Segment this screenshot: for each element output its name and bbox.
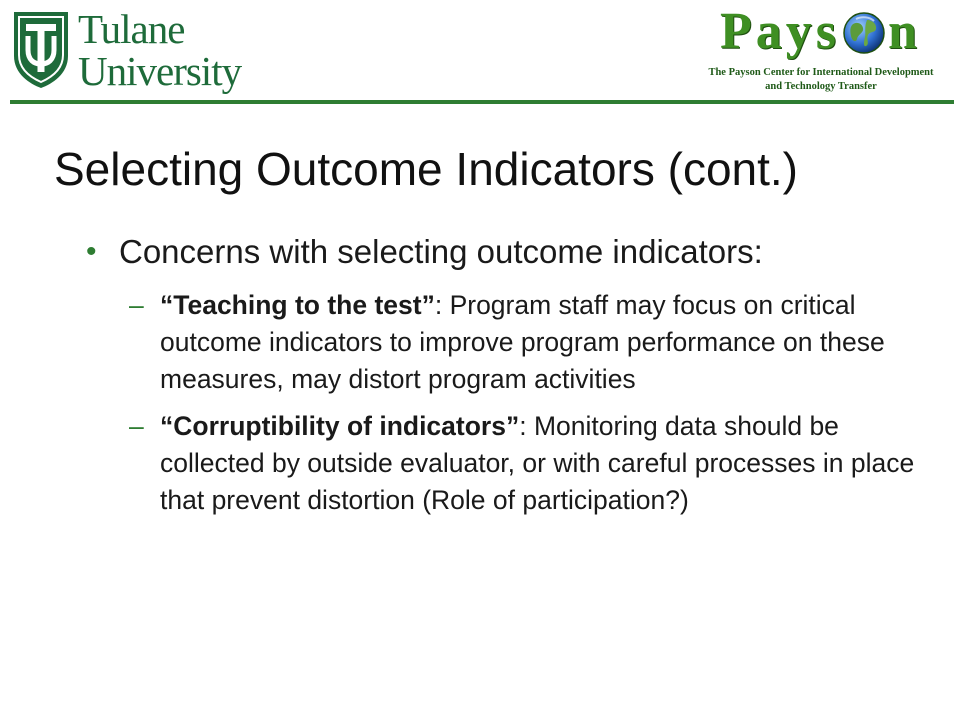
bullet-text: Concerns with selecting outcome indicators: — [119, 233, 763, 270]
globe-icon — [842, 11, 886, 55]
payson-subtitle-line2: and Technology Transfer — [765, 81, 877, 92]
tulane-wordmark-line2: University — [78, 48, 242, 94]
tulane-shield-icon — [12, 10, 70, 90]
payson-subtitle-line1: The Payson Center for International Development — [708, 67, 934, 78]
bullet-marker: • — [86, 235, 97, 268]
tulane-wordmark — [78, 8, 278, 92]
payson-wordmark — [720, 4, 921, 60]
payson-logo — [690, 4, 952, 96]
sub-bullet-term: “Corruptibility of indicators” — [160, 411, 520, 441]
slide-header — [0, 0, 960, 112]
tulane-logo — [12, 6, 272, 98]
slide-title: Selecting Outcome Indicators (cont.) — [54, 143, 798, 195]
sub-bullet-item — [119, 287, 918, 398]
payson-wordmark-end: n — [888, 3, 921, 60]
sub-bullet-text: : Monitoring data should be collected by outside evaluator, or with careful processes in place that prevent distortion (Role of participation?) — [160, 411, 915, 515]
bullet-item — [78, 228, 918, 275]
payson-subtitle — [690, 66, 952, 94]
header-divider — [10, 100, 954, 104]
sub-bullet-text: : Program staff may focus on critical outcome indicators to improve program performance on these measures, may distort program activities — [160, 290, 885, 394]
tulane-wordmark-line1: Tulane — [78, 6, 185, 52]
slide-body — [78, 228, 918, 529]
sub-bullet-item — [119, 408, 918, 519]
sub-bullet-list — [78, 287, 918, 519]
payson-wordmark-start: Pays — [720, 3, 840, 60]
sub-bullet-dash: – — [129, 411, 144, 441]
sub-bullet-dash: – — [129, 290, 144, 320]
sub-bullet-term: “Teaching to the test” — [160, 290, 435, 320]
